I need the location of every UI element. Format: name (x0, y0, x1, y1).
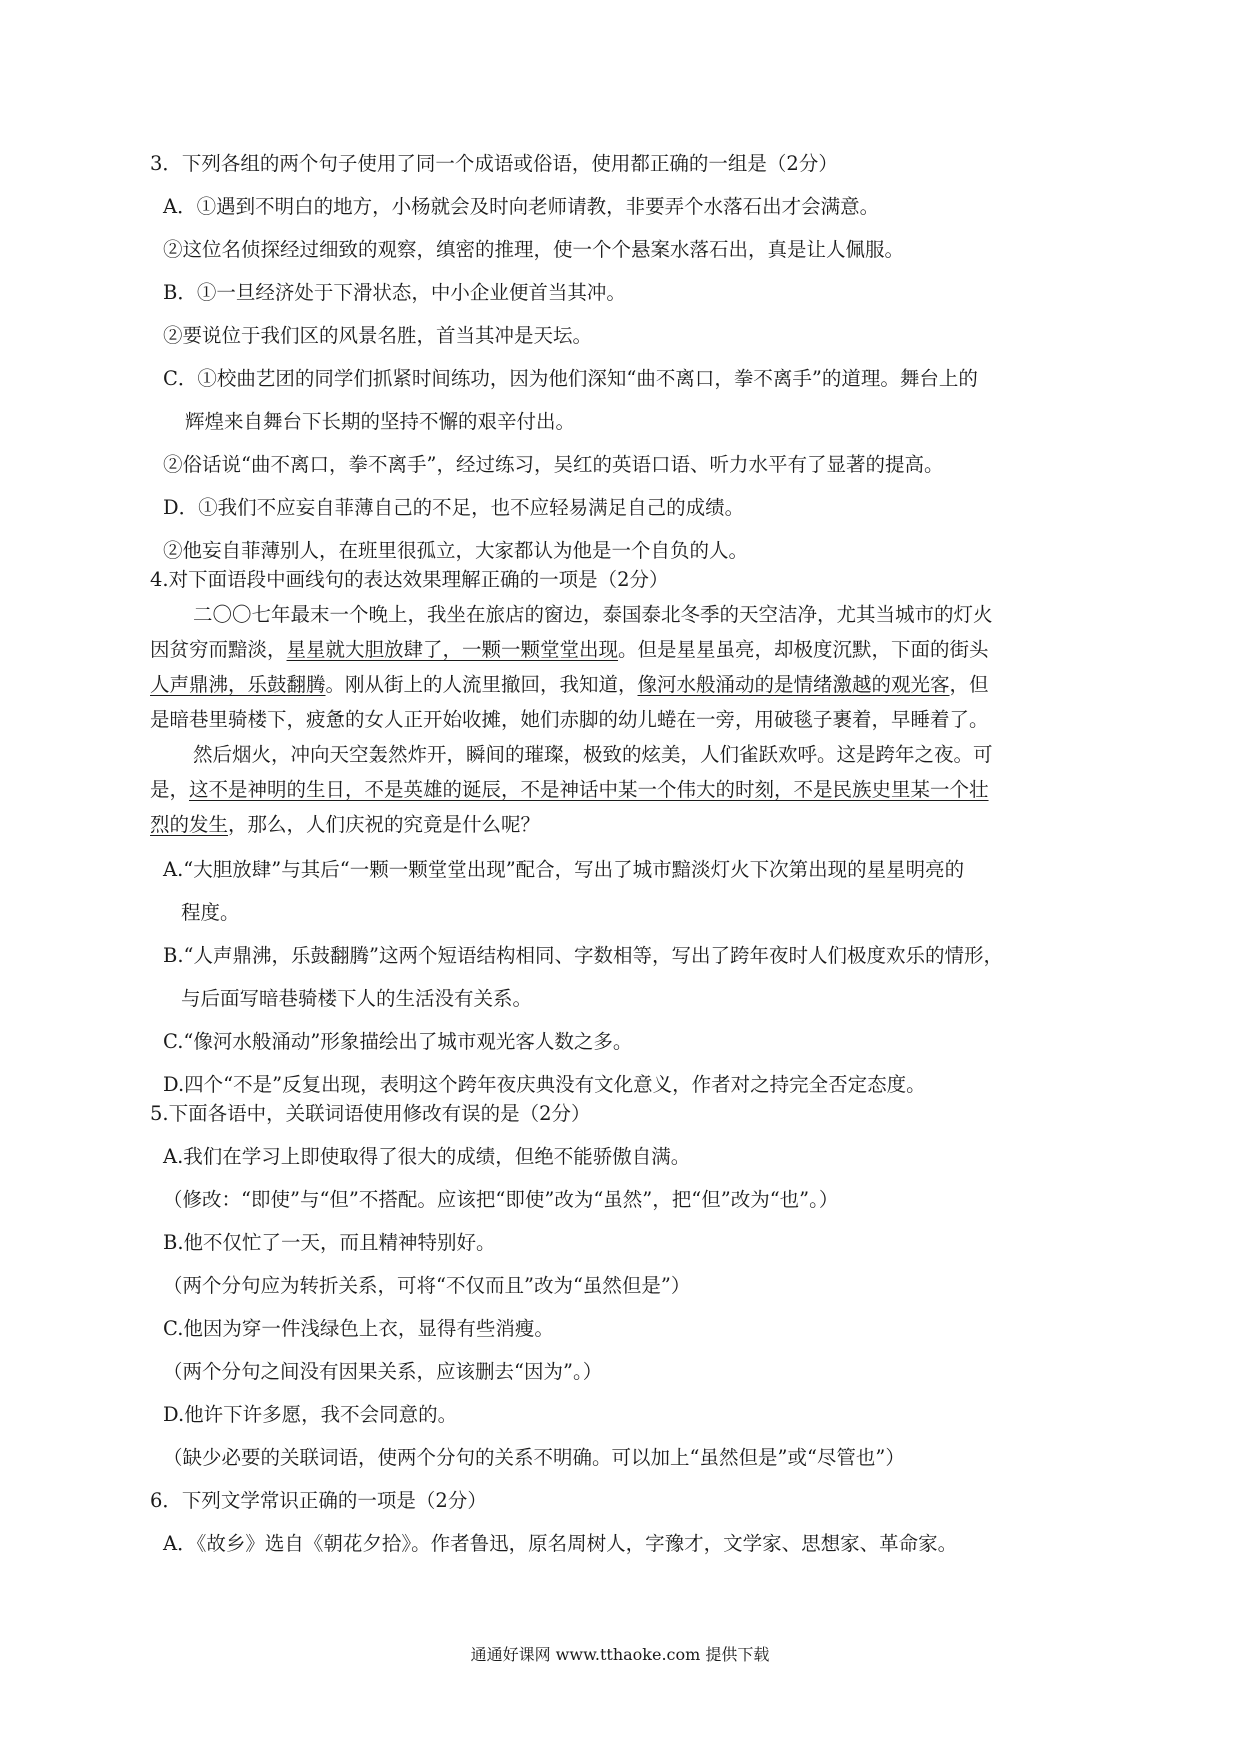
q5-option-d: D.他许下许多愿，我不会同意的。 (163, 1403, 458, 1426)
underlined-sentence: 这不是神明的生日，不是英雄的诞辰，不是神话中某一个伟大的时刻，不是民族史里某一个壮 (189, 778, 989, 801)
q5-option-c: C.他因为穿一件浅绿色上衣，显得有些消瘦。 (163, 1317, 554, 1340)
q5-option-a: A.我们在学习上即使取得了很大的成绩，但绝不能骄傲自满。 (163, 1145, 691, 1168)
passage-text: ，但 (949, 673, 989, 696)
q3-option-c2: ②俗话说“曲不离口，拳不离手”，经过练习，吴红的英语口语、听力水平有了显著的提高。 (163, 453, 944, 476)
q4-passage-line: 然后烟火，冲向天空轰然炸开，瞬间的璀璨，极致的炫美，人们雀跃欢呼。这是跨年之夜。可 (193, 743, 993, 766)
q3-option-d2: ②他妄自菲薄别人，在班里很孤立，大家都认为他是一个自负的人。 (163, 539, 749, 562)
underlined-sentence: 像河水般涌动的是情绪激越的观光客 (637, 673, 950, 696)
passage-text: 因贫穷而黯淡， (150, 638, 287, 661)
underlined-sentence: 烈的发生 (150, 813, 229, 836)
passage-text: ，那么，人们庆祝的究竟是什么呢？ (228, 813, 541, 836)
page-footer: 通通好课网 www.tthaoke.com 提供下载 (470, 1645, 770, 1664)
q4-passage-line: 是暗巷里骑楼下，疲惫的女人正开始收摊，她们赤脚的幼儿蜷在一旁，用破毯子裹着，早睡着了。 (150, 708, 989, 731)
q4-option-b: B.“人声鼎沸，乐鼓翻腾”这两个短语结构相同、字数相等，写出了跨年夜时人们极度欢乐的情形， (163, 944, 1003, 967)
q5-option-a-revision: （修改：“即使”与“但”不搭配。应该把“即使”改为“虽然”，把“但”改为“也”。） (163, 1188, 839, 1211)
underlined-sentence: 人声鼎沸，乐鼓翻腾 (150, 673, 326, 696)
q4-passage-line (150, 811, 540, 839)
q5-stem: 5.下面各语中，关联词语使用修改有误的是（2分） (150, 1102, 591, 1125)
q4-stem: 4.对下面语段中画线句的表达效果理解正确的一项是（2分） (150, 568, 669, 591)
q4-option-b-cont: 与后面写暗巷骑楼下人的生活没有关系。 (181, 987, 533, 1010)
q5-option-c-revision: （两个分句之间没有因果关系，应该删去“因为”。） (163, 1360, 603, 1383)
q6-stem: 6．下列文学常识正确的一项是（2分） (150, 1489, 487, 1512)
underlined-sentence: 星星就大胆放肆了，一颗一颗堂堂出现 (286, 638, 619, 661)
q4-passage-line: 二〇〇七年最末一个晚上，我坐在旅店的窗边，泰国泰北冬季的天空洁净，尤其当城市的灯火 (193, 603, 993, 626)
q3-stem: 3．下列各组的两个句子使用了同一个成语或俗语，使用都正确的一组是（2分） (150, 152, 838, 175)
q3-option-b1: B．①一旦经济处于下滑状态，中小企业便首当其冲。 (163, 281, 626, 304)
q3-option-a1: A．①遇到不明白的地方，小杨就会及时向老师请教，非要弄个水落石出才会满意。 (163, 195, 880, 218)
q3-option-c1: C．①校曲艺团的同学们抓紧时间练功，因为他们深知“曲不离口，拳不离手”的道理。舞台上的 (163, 367, 978, 390)
q3-option-c1-cont: 辉煌来自舞台下长期的坚持不懈的艰辛付出。 (185, 410, 576, 433)
q3-option-d1: D．①我们不应妄自菲薄自己的不足，也不应轻易满足自己的成绩。 (163, 496, 745, 519)
passage-text: 。但是星星虽亮，却极度沉默，下面的街头 (618, 638, 989, 661)
passage-text: 是， (150, 778, 190, 801)
q4-option-a-cont: 程度。 (181, 901, 240, 924)
q4-option-d: D.四个“不是”反复出现，表明这个跨年夜庆典没有文化意义，作者对之持完全否定态度。 (163, 1073, 926, 1096)
q3-option-a2: ②这位名侦探经过细致的观察，缜密的推理，使一个个悬案水落石出，真是让人佩服。 (163, 238, 905, 261)
q5-option-d-revision: （缺少必要的关联词语，使两个分句的关系不明确。可以加上“虽然但是”或“尽管也”） (163, 1446, 905, 1469)
q5-option-b-revision: （两个分句应为转折关系，可将“不仅而且”改为“虽然但是”） (163, 1274, 691, 1297)
q4-passage-line (150, 671, 989, 699)
q3-option-b2: ②要说位于我们区的风景名胜，首当其冲是天坛。 (163, 324, 593, 347)
q4-option-a: A.“大胆放肆”与其后“一颗一颗堂堂出现”配合，写出了城市黯淡灯火下次第出现的星星明亮的 (163, 858, 965, 881)
q4-passage-line (150, 776, 989, 804)
q5-option-b: B.他不仅忙了一天，而且精神特别好。 (163, 1231, 496, 1254)
passage-text: 。刚从街上的人流里撤回，我知道， (325, 673, 638, 696)
q6-option-a: A．《故乡》选自《朝花夕拾》。作者鲁迅，原名周树人，字豫才，文学家、思想家、革命家。 (163, 1532, 958, 1555)
q4-passage-line (150, 636, 989, 664)
q4-option-c: C.“像河水般涌动”形象描绘出了城市观光客人数之多。 (163, 1030, 633, 1053)
